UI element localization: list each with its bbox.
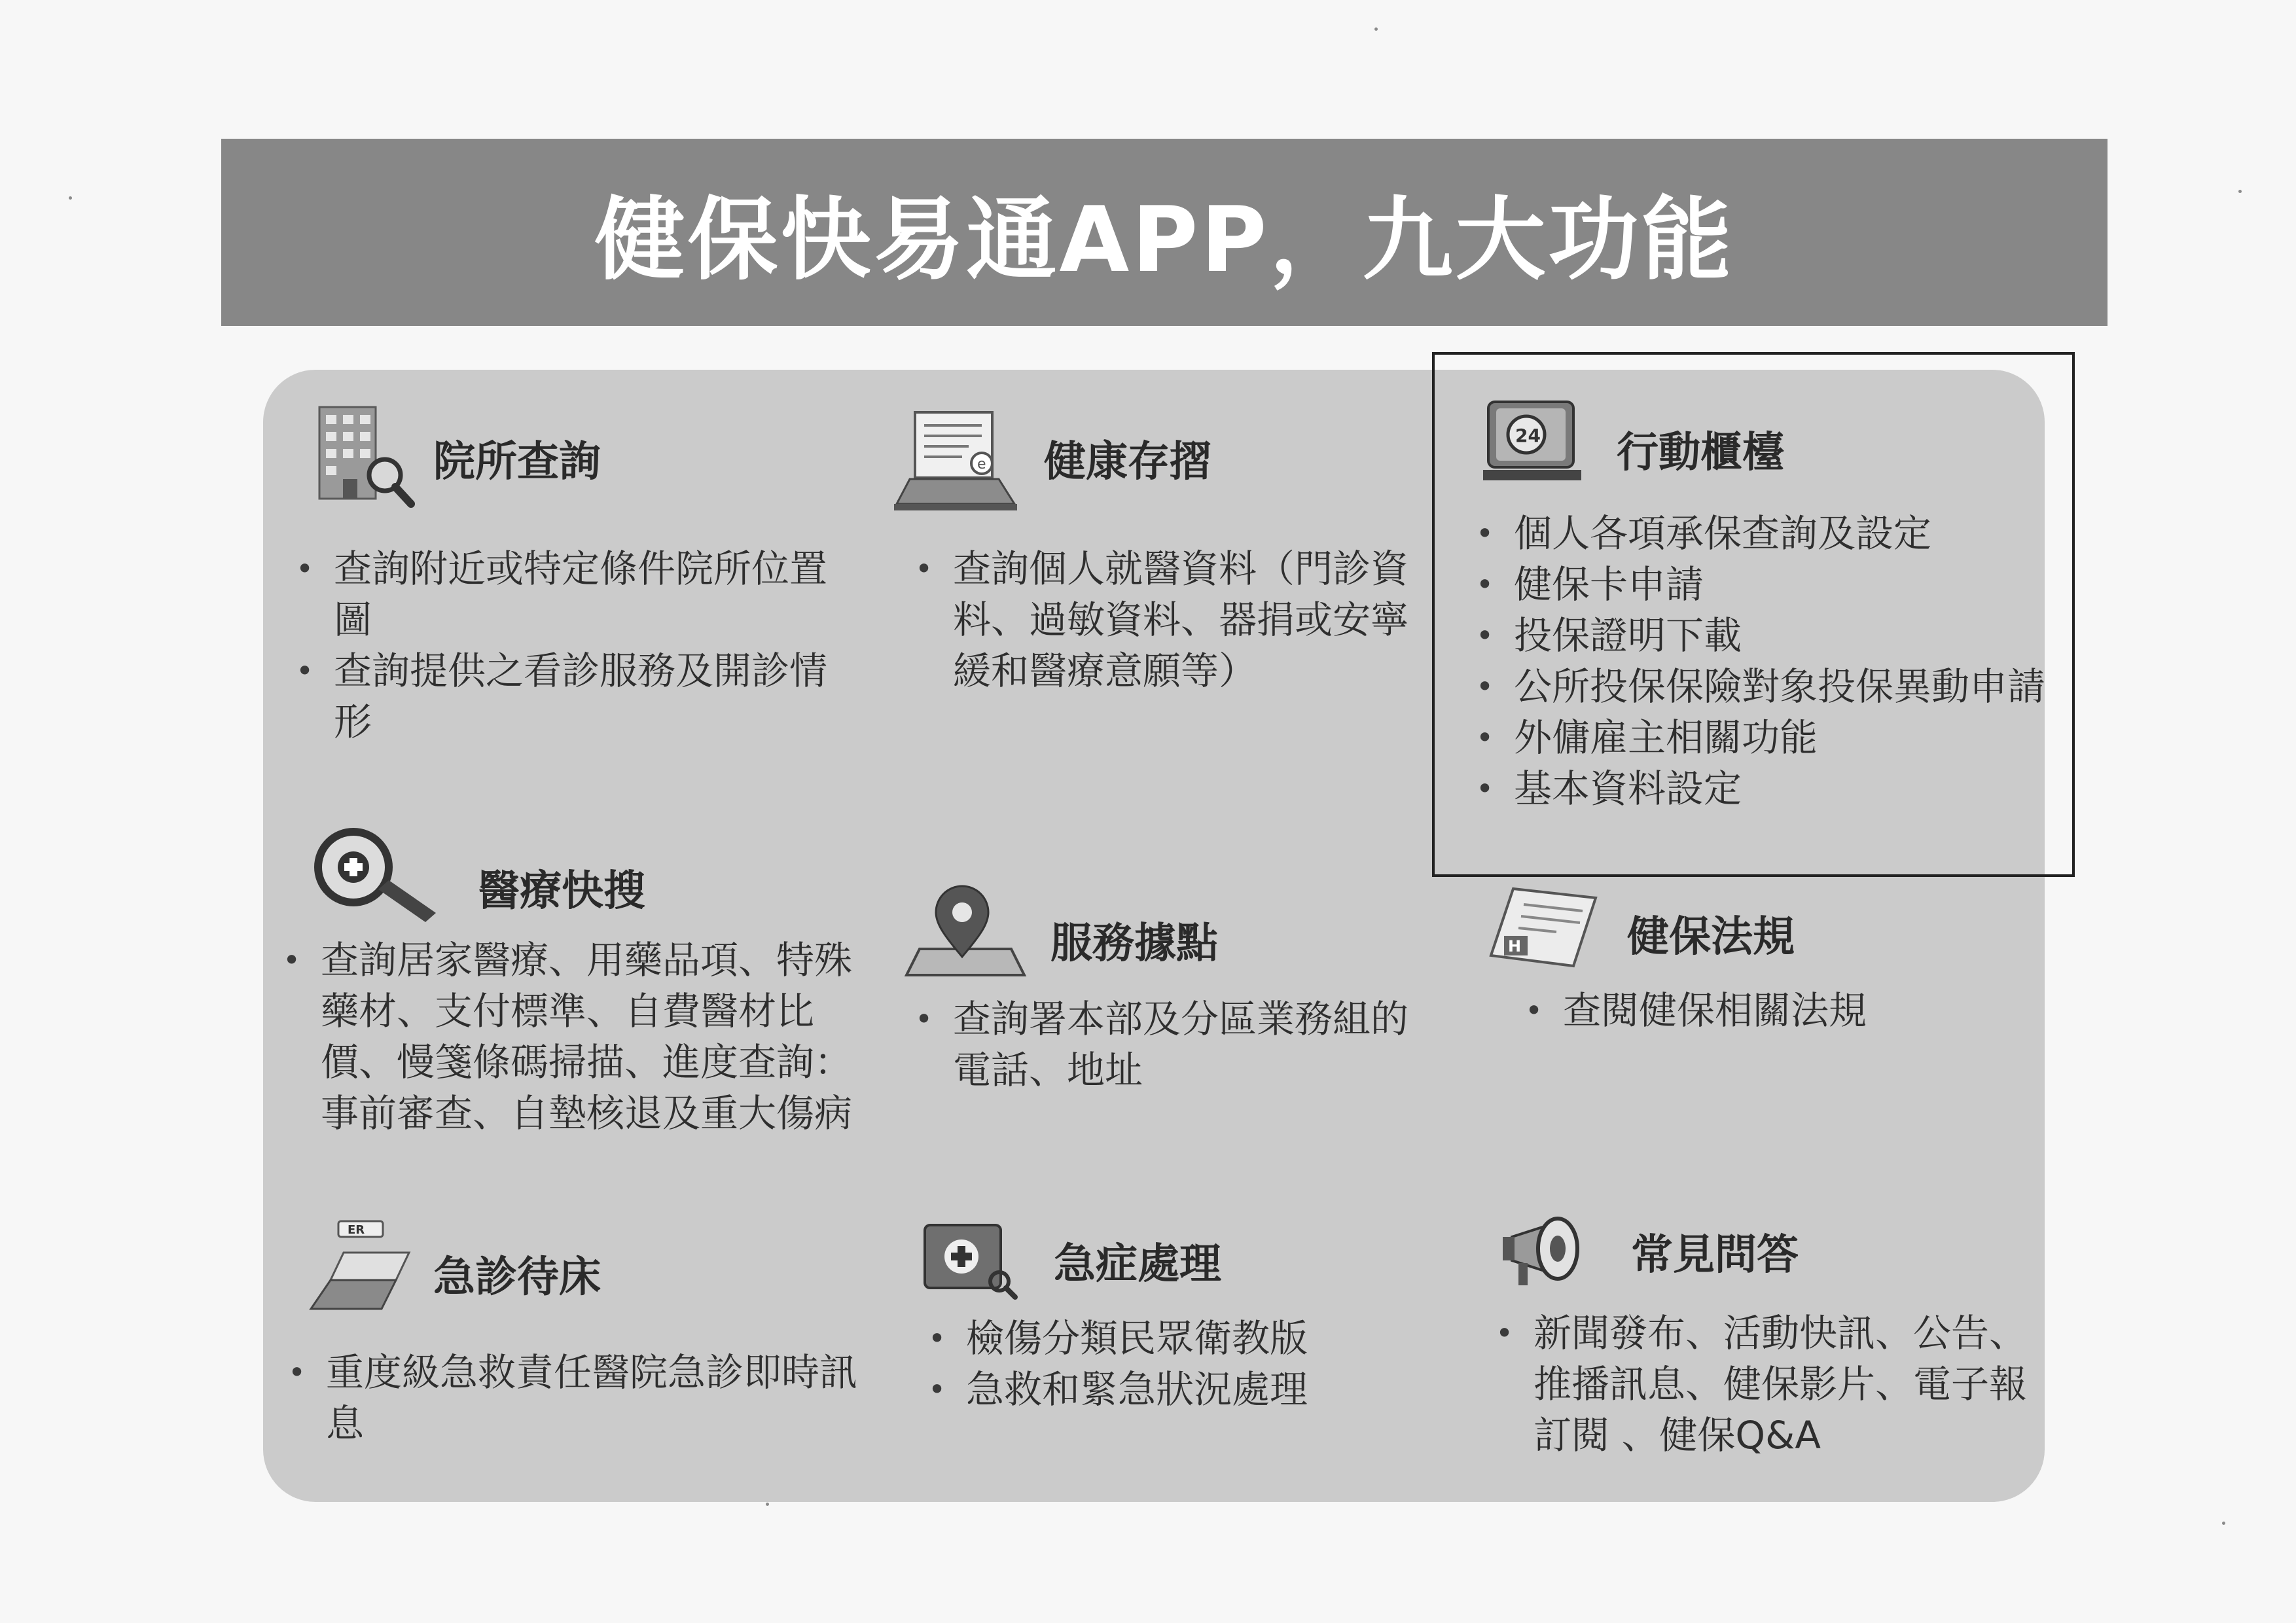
list-item: • 查詢居家醫療、用藥品項、特殊藥材、支付標準、自費醫材比價、慢箋條碼掃描、進度查詢：事前審查、自墊核退及重大傷病: [283, 935, 872, 1139]
list-medical-search: [283, 935, 872, 1139]
list-item: • 查詢署本部及分區業務組的電話、地址: [915, 993, 1426, 1096]
list-item: • 查詢提供之看診服務及開診情形: [296, 645, 859, 747]
scan-speck: [69, 196, 72, 200]
list-item: • 急救和緊急狀況處理: [928, 1364, 1439, 1415]
list-item: • 健保卡申請: [1476, 559, 2058, 610]
svg-text:H: H: [1508, 937, 1522, 955]
section-title-regulations: 健保法規: [1627, 913, 1795, 961]
svg-text:24: 24: [1515, 425, 1541, 446]
list-service-locations: [915, 993, 1426, 1096]
page-title: 健保快易通APP，九大功能: [594, 187, 1734, 293]
title-banner: [221, 139, 2108, 326]
medical-search-icon: [308, 821, 439, 926]
megaphone-icon: [1499, 1204, 1604, 1296]
section-title-emergency-care: 急症處理: [1054, 1240, 1221, 1289]
section-title-medical-search: 醫療快搜: [478, 867, 645, 916]
svg-text:e: e: [977, 456, 986, 473]
list-item: • 新聞發布、活動快訊、公告、推播訊息、健保影片、電子報訂閱 、健保Q&A: [1496, 1308, 2039, 1461]
svg-text:ER: ER: [348, 1223, 365, 1237]
section-title-mobile-counter: 行動櫃檯: [1617, 429, 1784, 477]
section-title-hospital-search: 院所查詢: [433, 438, 601, 486]
list-er-beds: [288, 1347, 877, 1449]
regulation-document-icon: [1484, 882, 1602, 974]
scan-speck: [2238, 190, 2242, 193]
list-item: • 外傭雇主相關功能: [1476, 712, 2058, 763]
section-title-service-locations: 服務據點: [1050, 919, 1218, 968]
list-emergency-care: [928, 1313, 1439, 1415]
section-title-health-record: 健康存摺: [1044, 438, 1211, 486]
scan-speck: [1374, 27, 1378, 31]
list-health-record: [915, 543, 1426, 696]
list-item: • 查閱健保相關法規: [1525, 985, 2036, 1036]
scan-speck: [766, 1503, 769, 1506]
list-item: • 檢傷分類民眾衛教版: [928, 1313, 1439, 1364]
list-mobile-counter: [1476, 508, 2058, 814]
list-faq: [1496, 1308, 2039, 1461]
section-title-er-beds: 急診待床: [433, 1253, 601, 1302]
list-item: • 基本資料設定: [1476, 763, 2058, 814]
list-regulations: [1525, 985, 2036, 1036]
scan-speck: [2222, 1522, 2225, 1525]
24h-monitor-icon: [1480, 393, 1585, 491]
list-item: • 個人各項承保查詢及設定: [1476, 508, 2058, 559]
er-bed-icon: [304, 1217, 416, 1315]
list-item: • 公所投保保險對象投保異動申請: [1476, 661, 2058, 712]
list-item: • 查詢附近或特定條件院所位置圖: [296, 543, 859, 645]
map-pin-icon: [900, 883, 1031, 982]
section-title-faq: 常見問答: [1631, 1231, 1799, 1279]
hospital-search-icon: [308, 399, 419, 510]
health-record-laptop-icon: [890, 406, 1021, 517]
list-item: • 查詢個人就醫資料（門診資料、過敏資料、器捐或安寧緩和醫療意願等）: [915, 543, 1426, 696]
first-aid-kit-icon: [920, 1216, 1018, 1301]
list-hospital-search: [296, 543, 859, 747]
list-item: • 投保證明下載: [1476, 610, 2058, 661]
list-item: • 重度級急救責任醫院急診即時訊息: [288, 1347, 877, 1449]
